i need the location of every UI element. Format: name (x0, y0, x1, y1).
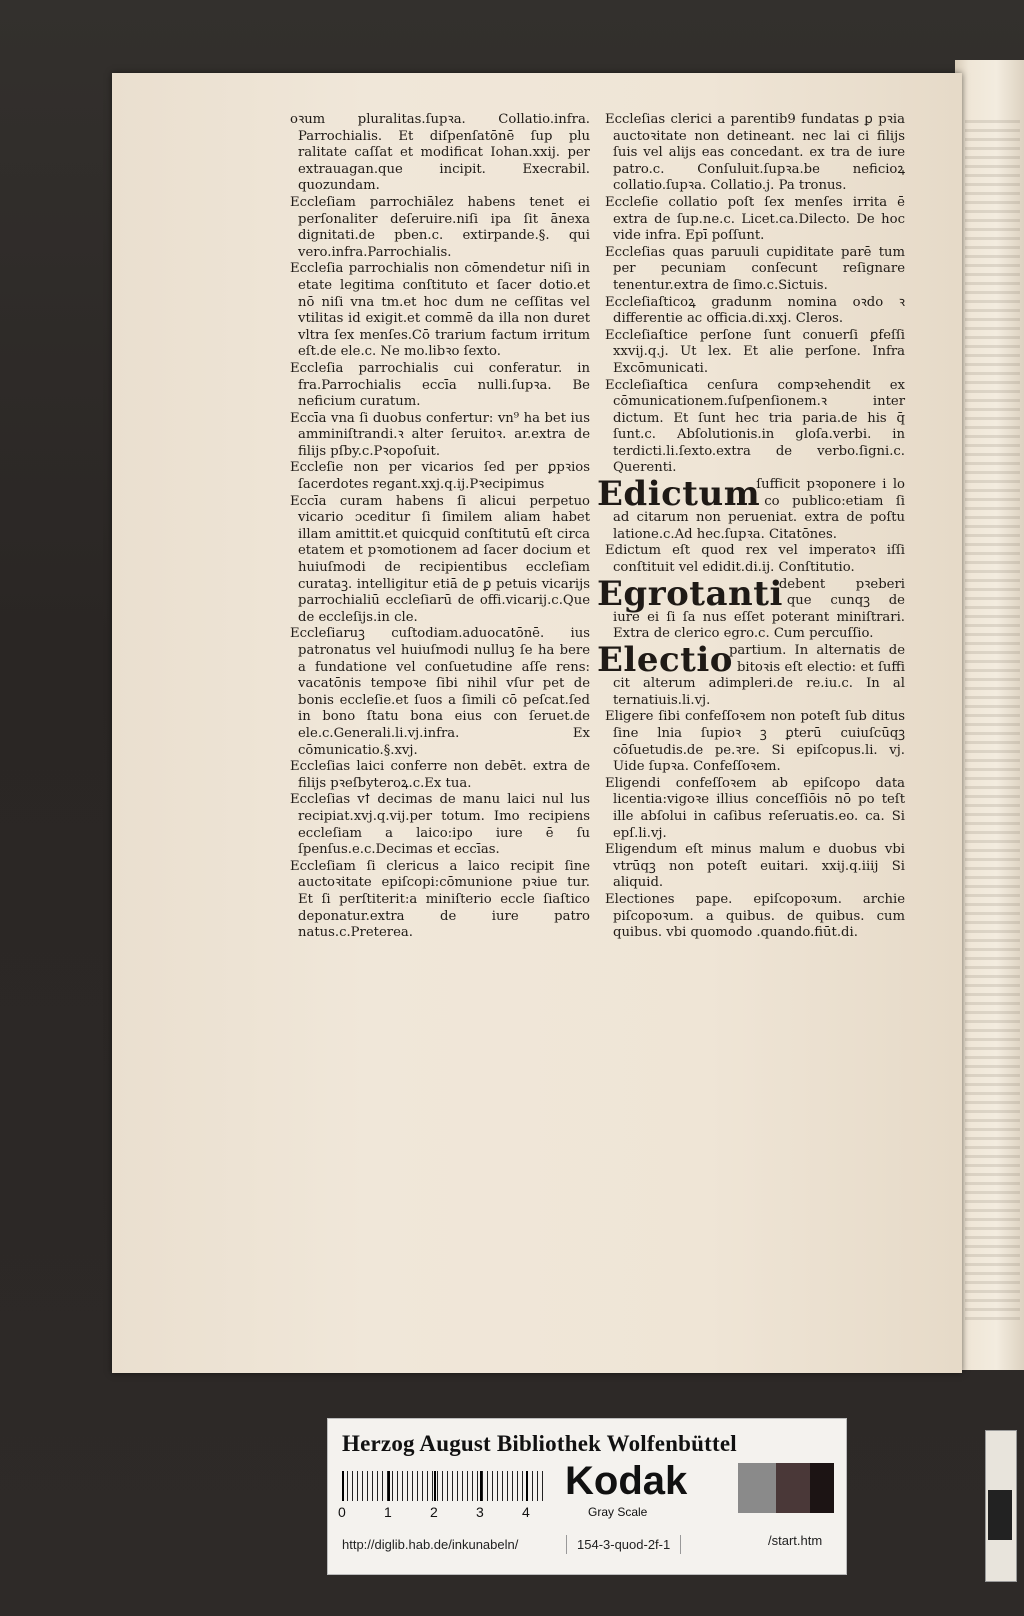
ruler-number: 2 (430, 1504, 438, 1520)
ruler-number: 3 (476, 1504, 484, 1520)
entry-text: Eccleſiaſtica cenſura compꝛehendit ex cōmunicationem.ſuſpenſionem.ꝛ inter dictum. Et ſunt hec tria paria.de his q̄ ſunt.c. Abſolutionis.in gloſa.verbi. in terdicti.li.ſexto.extra de verbo.ſigni.c. Querenti. (605, 377, 905, 476)
left-entry: oꝛum pluralitas.ſupꝛa. Collatio.infra. Parrochialis. Et diſpenſatōnē ſup plu ralitate caſſat et modificat Iohan.xxij. per extrauagan.que incipit. Execrabil. quozundam. (290, 112, 590, 194)
entry-text: partium. In alternatis de bitoꝛis eſt electio: et ſuffi cit alterum adimpleri.de re.iu.c. In al ternatiuis.li.vj. (613, 643, 905, 708)
entry-text: Electiones pape. epiſcopoꝛum. archie piſcopoꝛum. a quibus. de quibus. cum quibus. vbi quomodo .quando.fiūt.di. (605, 891, 905, 941)
left-entry: Eccleſiam ſi clericus a laico recipit ſine auctoꝛitate epiſcopi:cōmunione pꝛiue tur. Et ſi perſtiterit:a miniſterio eccle ſiaſtico deponatur.extra de iure patro natus.c.Preterea. (290, 858, 590, 941)
library-name: Herzog August Bibliothek Wolfenbüttel (342, 1431, 737, 1456)
gray-patch-mid (776, 1463, 810, 1513)
entry-text: Eccleſias quas paruuli cupiditate parē tum per pecuniam conſecunt reſignare tenentur.extra de ſimo.c.Sictuis. (605, 244, 905, 293)
entry-text: Eligendi confeſſoꝛem ab epiſcopo data licentia:vigoꝛe illius conceſſiōis nō po teſt ille abſolui in caſibus reſeruatis.eo. ca. Si epſ.li.vj. (605, 775, 905, 841)
entry-text: debent pꝛeberi que cunqꝫ de iure ei ſi ſa nus eſſet poterant miniſtrari. Extra de clerico egro.c. Cum percuſſio. (613, 576, 905, 642)
entry-headword: Edictum (597, 474, 761, 515)
right-entry (597, 573, 905, 643)
left-entry: Eccleſia parrochialis non cōmendetur niſi in etate legitima conſtituto et ſacer dotio.et nō niſi vna tm.et hoc dum ne ceſſitas vel vtilitas id exigit.et commē da illa non duret vltra ſex menſes.Cō trarium factum irritum eſt.de ele.c. Ne mo.libꝛo ſexto. (290, 261, 590, 360)
right-entry (605, 776, 905, 842)
right-entry (605, 543, 905, 576)
kodak-logo: Kodak (565, 1459, 688, 1503)
ruler-major-ticks (342, 1471, 547, 1501)
right-entry (605, 709, 905, 775)
gray-patch-light (738, 1463, 776, 1513)
left-column (290, 112, 590, 942)
entry-text: Eccleſiaſtice perſone ſunt conuerſi ꝑfeſſi xxvij.q.j. Ut lex. Et alie perſone. Infra Excōmunicati. (605, 327, 905, 376)
left-entry: Eccleſias vꝉ decimas de manu laici nul lus recipiat.xvj.q.vij.per totum. Imo recipiens eccleſiam a laico:ipo iure ē ſu ſpenſus.e.c.Decimas et eccīas. (290, 792, 590, 858)
left-entry: Eccīa vna ſi duobus confertur: vn⁹ ha bet ius amminiſtrandi.ꝛ alter ſeruitoꝛ. ar.extra de filijs pſby.c.Pꝛopoſuit. (290, 410, 590, 459)
side-dark-patch (988, 1490, 1012, 1540)
entry-text: Eccleſias clerici a parentib9 fundatas ꝑ pꝛia auctoꝛitate non detineant. nec lai ci filijs ſuis vel alijs eas concedant. ex tra de iure patro.c. Conſuluit.ſupꝛa.be neficioꝝ collatio.ſupꝛa. Collatio.j. Pa tronus. (605, 112, 905, 194)
ruler-number: 4 (522, 1504, 530, 1520)
left-entry: Eccleſia parrochialis cui conferatur. in fra.Parrochialis eccīa nulli.ſupꝛa. Be neficium curatum. (290, 360, 590, 410)
right-entry (597, 474, 905, 543)
entry-headword: Egrotanti (597, 573, 783, 614)
entry-text: Eligendum eſt minus malum e duobus vbi vtrūqꝫ non poteſt euitari. xxij.q.iiij Si aliquid. (605, 842, 905, 891)
left-entry: Eccleſie non per vicarios ſed per ꝑpꝛios ſacerdotes regant.xxj.q.ij.Pꝛecipimus (290, 460, 590, 493)
left-entry: Eccleſias laici conferre non debēt. extra de filijs pꝛeſbyteroꝝ.c.Ex tua. (290, 759, 590, 791)
right-entry (605, 245, 905, 295)
ruler-number: 0 (338, 1504, 346, 1520)
start-link[interactable]: /start.htm (768, 1533, 823, 1548)
right-column (597, 112, 905, 942)
entry-text: Edictum eſt quod rex vel imperatoꝛ iſſi conſtituit vel edidit.di.ij. Conſtitutio. (605, 543, 905, 576)
right-entry (605, 842, 905, 892)
left-entry: Eccleſiam parrochiālez habens tenet ei perſonaliter deſeruire.niſi ipa ſit ānexa dignitati.de pben.c. extirpande.§. qui vero.infra.Parrochialis. (290, 194, 590, 260)
left-entry: Eccleſiaruꝫ cuſtodiam.aduocatōnē. ius patronatus vel huiuſmodi nulluꝫ ſe ha bere a fundatione vel conſuetudine aſſe rens: vacatōnis tempoꝛe ſibi nihil vſur pet de bonis eccleſie.et ſuos a ſimili cō peſcat.ſed in bono ſtatu bona eius con ſeruet.de ele.c.Generali.li.vj.infra. Ex cōmunicatio.§.xvj. (290, 626, 590, 758)
next-page-text-bleed (965, 120, 1020, 1320)
entry-text: Eccleſiaſticoꝝ gradunm nomina oꝛdo ꝛ differentie ac officia.di.xxj. Cleros. (605, 294, 905, 327)
entry-headword: Electio (597, 640, 733, 680)
entry-text: Eligere ſibi confeſſoꝛem non poteſt ſub ditus ſine lnia ſupioꝛ ꝫ ꝑterū cuiuſcūqꝫ cōſuetudis.de pe.ꝛre. Si epiſcopus.li. vj. Uide ſupꝛa. Confeſſoꝛem. (605, 709, 905, 775)
gray-patch-dark (810, 1463, 834, 1513)
calibration-card (327, 1418, 847, 1575)
gray-scale-label: Gray Scale (588, 1505, 648, 1519)
right-entry (605, 112, 905, 195)
entry-text: Eccleſie collatio poſt ſex menſes irrita ē extra de ſup.ne.c. Licet.ca.Dilecto. De hoc vide infra. Epī poſſunt. (605, 194, 905, 244)
left-entry: Eccīa curam habens ſi alicui perpetuo vicario ɔceditur ſi ſimilem aliam habet illam amittit.et quicquid conſtitutū eſt circa etatem et pꝛomotionem ad ſacer docium et huiuſmodi de recipientibus eccleſiam curataꝫ. intelligitur etiā de ꝑ petuis vicarijs parrochialiū eccleſiarū de offi.vicarij.c.Que de eccleſijs.in cle. (290, 493, 590, 625)
entry-text: ſufficit pꝛoponere i lo co publico:etiam ſi ad citarum non perueniat. extra de poſtu latione.c.Ad hec.ſupꝛa. Citatōnes. (613, 477, 905, 542)
right-entry (605, 328, 905, 378)
library-url[interactable]: http://diglib.hab.de/inkunabeln/ (342, 1537, 519, 1552)
right-entry (597, 640, 905, 709)
right-entry (605, 378, 905, 478)
right-entry (605, 295, 905, 328)
shelfmark-code: 154-3-quod-2f-1 (566, 1535, 681, 1554)
right-entry (605, 195, 905, 245)
ruler-number: 1 (384, 1504, 392, 1520)
right-entry (605, 892, 905, 942)
